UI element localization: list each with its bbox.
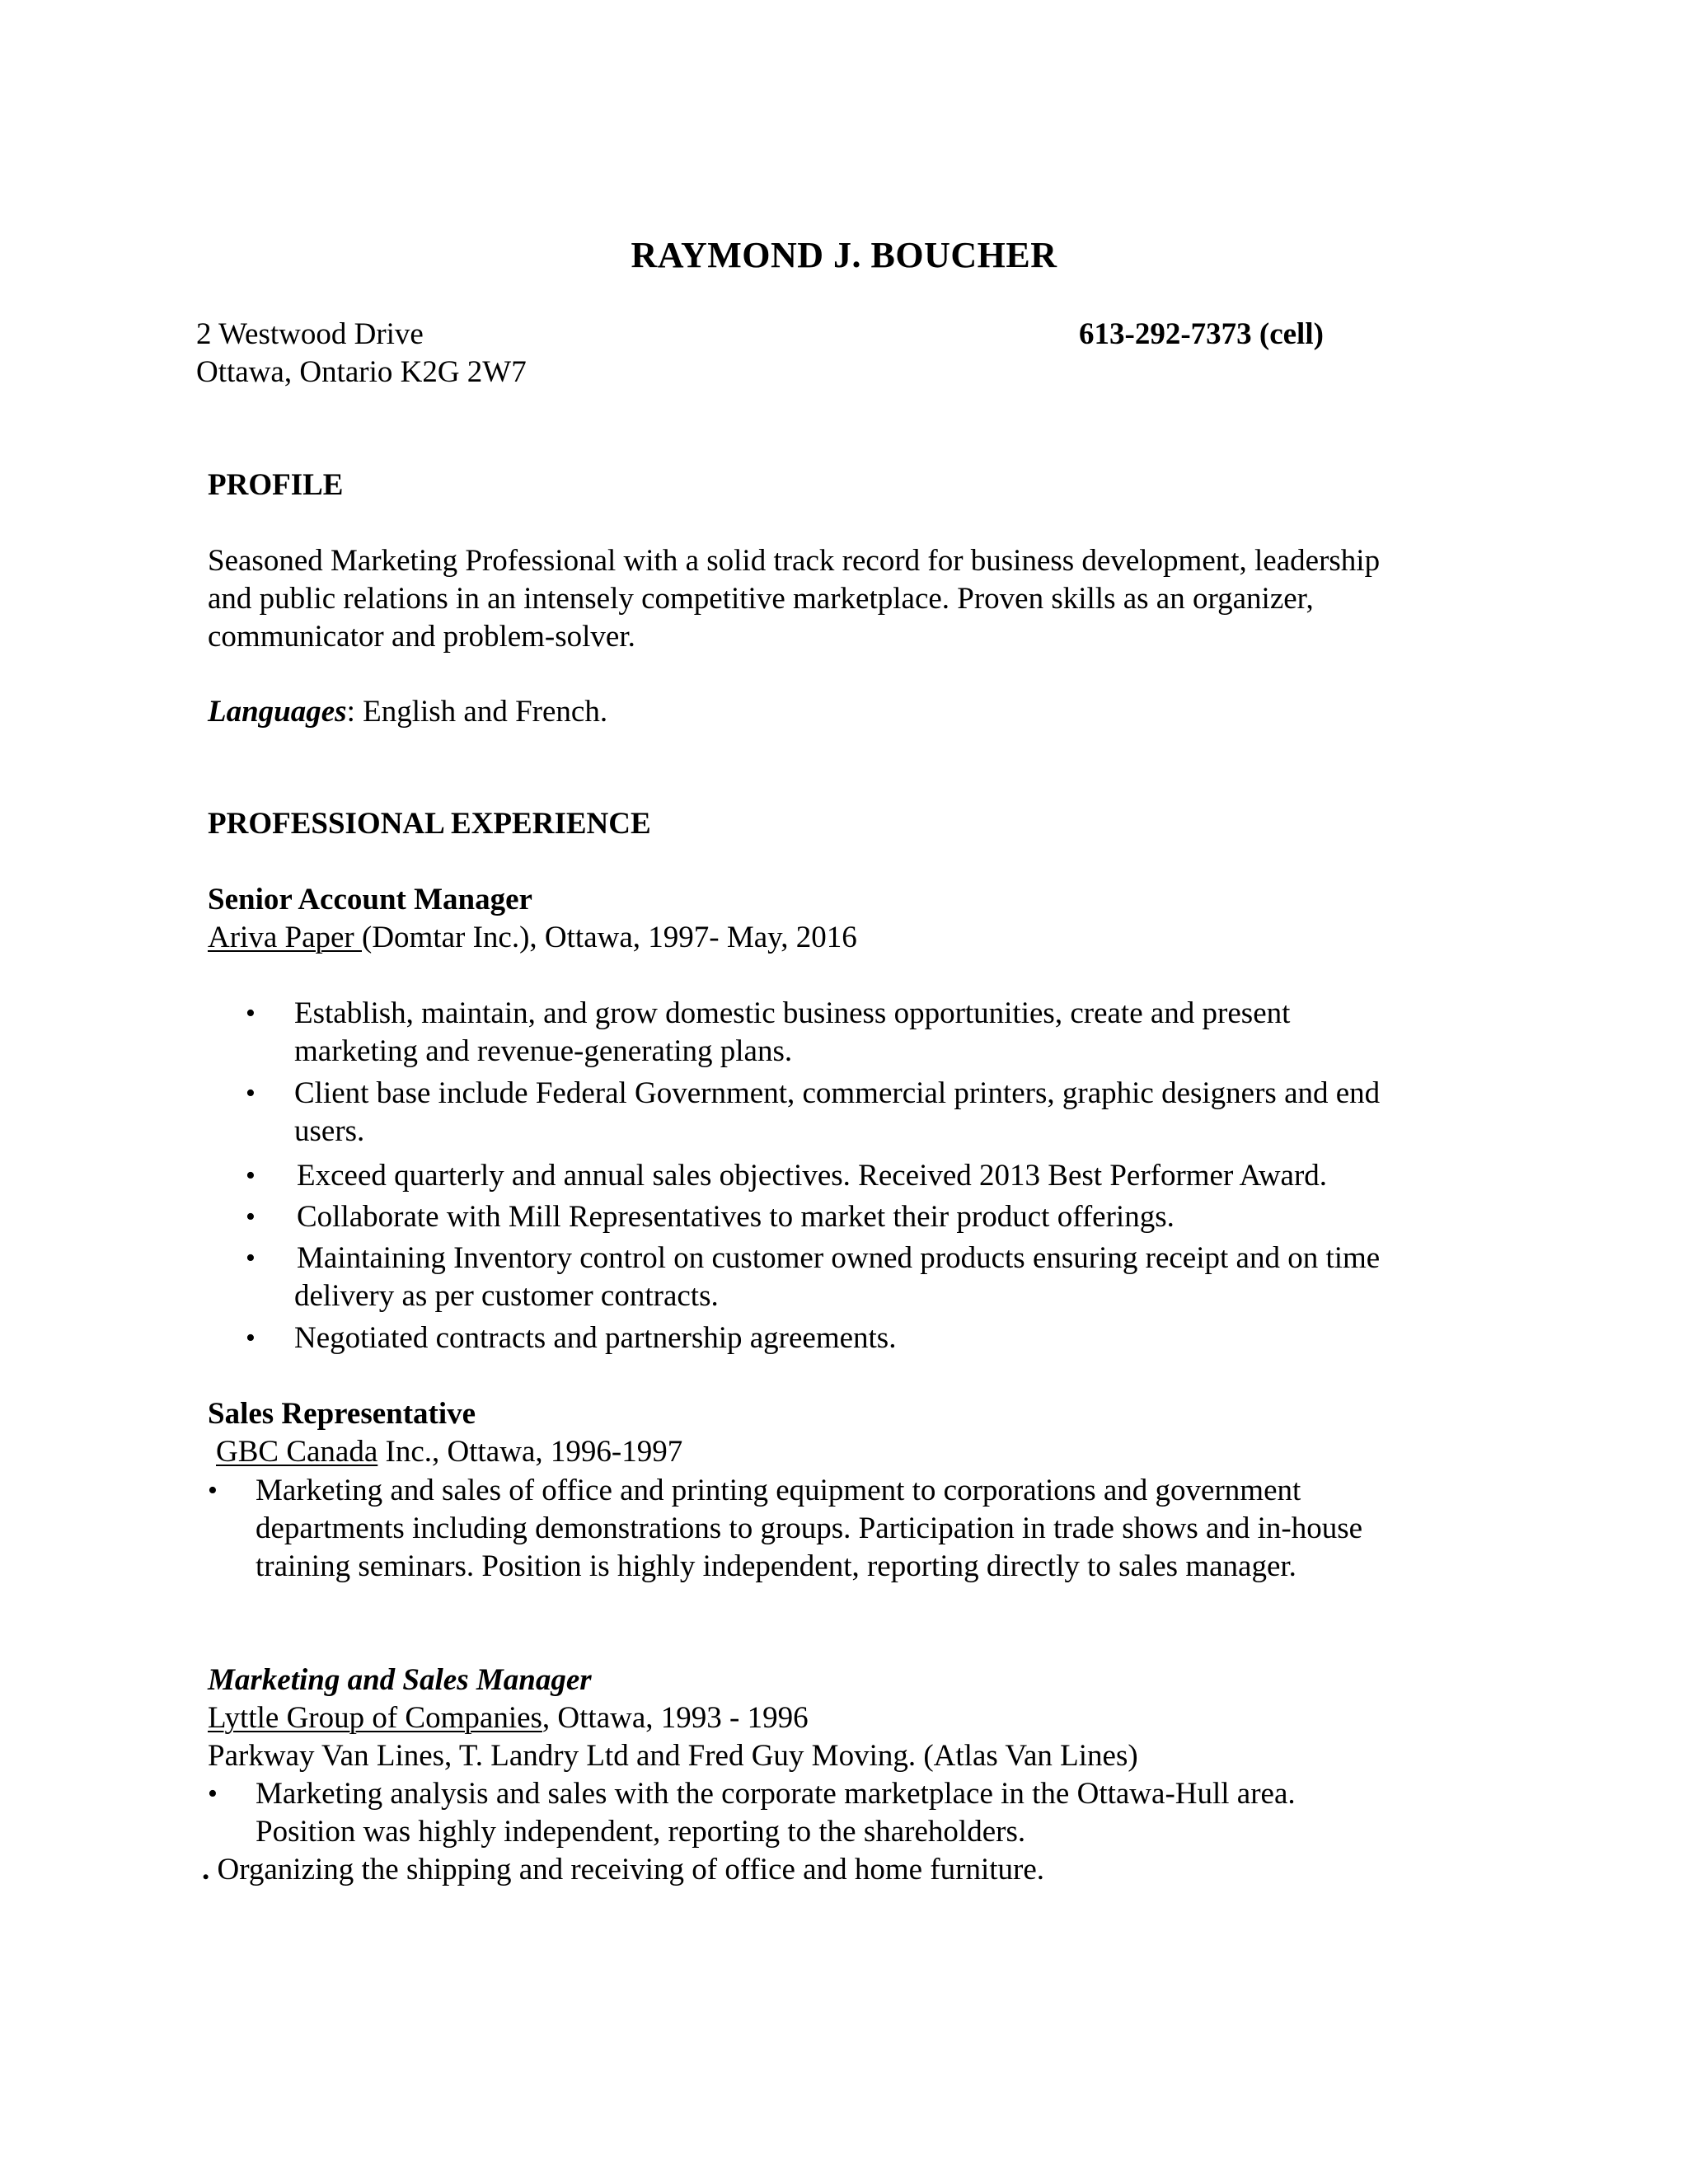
job1-bullet-2-line-2: users. [294, 1114, 365, 1148]
experience-heading: PROFESSIONAL EXPERIENCE [208, 807, 651, 841]
job-company-line-3 [208, 1699, 809, 1737]
company-lyttle-group: Lyttle Group of Companies [208, 1701, 542, 1735]
bullet-marker: • [208, 1779, 218, 1809]
job1-bullet-1-line-1: Establish, maintain, and grow domestic business opportunities, create and present [294, 996, 1291, 1030]
job2-bullet-line-1: Marketing and sales of office and printing equipment to corporations and government [256, 1474, 1301, 1507]
job3-dot-line-text: Organizing the shipping and receiving of office and home furniture. [209, 1853, 1044, 1886]
job-title-sales-representative: Sales Representative [208, 1397, 476, 1431]
address-line-1: 2 Westwood Drive [196, 317, 424, 351]
job1-bullet-5-line-2: delivery as per customer contracts. [294, 1279, 719, 1313]
bullet-marker: • [246, 1160, 256, 1191]
profile-line-1: Seasoned Marketing Professional with a solid track record for business development, leadership [208, 544, 1381, 578]
phone-number: 613-292-7373 (cell) [1079, 317, 1324, 351]
job-details-1: (Domtar Inc.), Ottawa, 1997- May, 2016 [362, 921, 857, 954]
job-title-senior-account-manager: Senior Account Manager [208, 883, 532, 916]
job3-bullet-line-2: Position was highly independent, reporting to the shareholders. [256, 1815, 1026, 1849]
job1-bullet-6: Negotiated contracts and partnership agreements. [294, 1321, 897, 1355]
job3-bullet-line-1: Marketing analysis and sales with the corporate marketplace in the Ottawa-Hull area. [256, 1777, 1296, 1811]
languages-value: : English and French. [346, 695, 608, 729]
bullet-marker: • [246, 1323, 256, 1353]
candidate-name: RAYMOND J. BOUCHER [631, 235, 1057, 275]
job-company-line-1 [208, 919, 857, 957]
bullet-marker: • [246, 1202, 256, 1232]
bullet-marker: • [246, 998, 256, 1029]
profile-line-3: communicator and problem-solver. [208, 620, 635, 654]
languages-line [208, 693, 607, 731]
job-details-2: Inc., Ottawa, 1996-1997 [377, 1435, 683, 1469]
job1-bullet-3: Exceed quarterly and annual sales objectives. Received 2013 Best Performer Award. [297, 1159, 1328, 1193]
profile-line-2: and public relations in an intensely competitive marketplace. Proven skills as an organizer, [208, 582, 1314, 616]
job3-subsidiaries: Parkway Van Lines, T. Landry Ltd and Fred Guy Moving. (Atlas Van Lines) [208, 1739, 1138, 1773]
job1-bullet-2-line-1: Client base include Federal Government, commercial printers, graphic designers and end [294, 1076, 1381, 1110]
job2-bullet-line-3: training seminars. Position is highly independent, reporting directly to sales manager. [256, 1549, 1296, 1583]
job-details-3: , Ottawa, 1993 - 1996 [542, 1701, 809, 1735]
job1-bullet-1-line-2: marketing and revenue-generating plans. [294, 1034, 793, 1068]
dot-marker: . [202, 1853, 210, 1886]
languages-label: Languages [208, 695, 347, 729]
address-line-2: Ottawa, Ontario K2G 2W7 [196, 355, 527, 389]
company-gbc-canada: GBC Canada [216, 1435, 378, 1469]
profile-heading: PROFILE [208, 468, 344, 502]
company-ariva-paper: Ariva Paper [208, 921, 362, 954]
job-title-marketing-sales-manager: Marketing and Sales Manager [208, 1663, 592, 1697]
job3-dot-line [202, 1851, 1044, 1889]
job1-bullet-4: Collaborate with Mill Representatives to market their product offerings. [297, 1200, 1175, 1234]
job-company-line-2 [216, 1433, 682, 1471]
bullet-marker: • [246, 1243, 256, 1273]
job2-bullet-line-2: departments including demonstrations to groups. Participation in trade shows and in-house [256, 1511, 1363, 1545]
bullet-marker: • [246, 1078, 256, 1108]
job1-bullet-5-line-1: Maintaining Inventory control on customer owned products ensuring receipt and on time [297, 1241, 1381, 1275]
bullet-marker: • [208, 1475, 218, 1506]
